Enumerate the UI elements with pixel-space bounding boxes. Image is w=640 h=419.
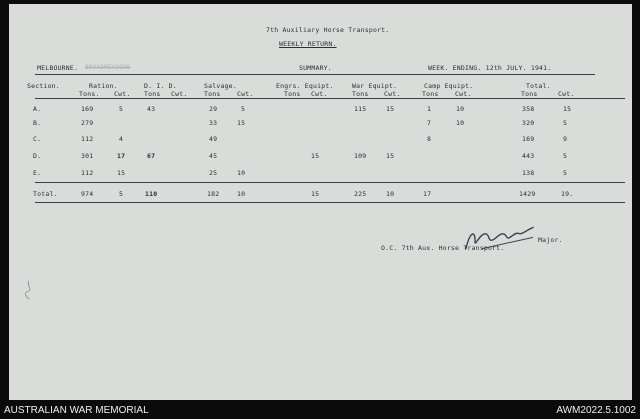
col-war-tons: Tons [352,90,369,98]
totals-rule-top [35,182,625,183]
totals-label: Total. [33,190,58,198]
totals-engrs-tons: 15 [311,190,320,198]
row-c-total-cwt: 9 [563,135,568,143]
col-engrs-cwt: Cwt. [311,90,328,98]
col-salvage-cwt: Cwt. [237,90,254,98]
col-war: War Equipt. [352,82,398,90]
row-e-total-tons: 138 [522,169,535,177]
row-c-ration-tons: 112 [81,135,94,143]
row-e-total-cwt: 5 [563,169,568,177]
row-e-salvage-tons: 25 [209,169,218,177]
col-total: Total. [526,82,551,90]
document-sheet [9,4,632,400]
row-a-salvage-cwt: 5 [241,105,246,113]
row-d-war-tons: 109 [354,152,367,160]
totals-salvage-tons: 182 [207,190,220,198]
row-c-section: C. [33,135,42,143]
archive-footer [0,401,640,419]
row-d-did-tons: 67 [147,152,156,160]
row-b-camp-cwt: 10 [456,119,465,127]
archive-name: AUSTRALIAN WAR MEMORIAL [4,405,149,416]
col-war-cwt: Cwt. [384,90,401,98]
document-subtitle: WEEKLY RETURN. [279,40,337,48]
location-label: MELBOURNE. [37,64,79,72]
totals-ration-tons: 974 [81,190,94,198]
totals-war-tons: 225 [354,190,367,198]
row-c-salvage-tons: 49 [209,135,218,143]
row-a-total-tons: 358 [522,105,535,113]
row-d-salvage-tons: 45 [209,152,218,160]
row-c-ration-cwt: 4 [119,135,124,143]
col-salvage: Salvage. [204,82,237,90]
row-e-section: E. [33,169,42,177]
row-b-total-cwt: 5 [563,119,568,127]
col-camp: Camp Equipt. [424,82,474,90]
totals-did-tons: 110 [145,190,158,198]
totals-camp-tons: 17 [423,190,432,198]
row-d-total-cwt: 5 [563,152,568,160]
col-did-tons: Tons [144,90,161,98]
totals-total-tons: 1429 [519,190,536,198]
totals-total-cwt: 19. [561,190,574,198]
handwritten-signature [459,219,541,261]
row-a-war-cwt: 15 [386,105,395,113]
row-a-ration-cwt: 5 [119,105,124,113]
totals-ration-cwt: 5 [119,190,124,198]
row-d-total-tons: 443 [522,152,535,160]
row-a-war-tons: 115 [354,105,367,113]
row-a-did-tons: 43 [147,105,156,113]
col-did: D. I. D. [144,82,177,90]
totals-rule-bottom [35,202,625,203]
row-c-total-tons: 169 [522,135,535,143]
row-e-ration-tons: 112 [81,169,94,177]
col-camp-cwt: Cwt. [455,90,472,98]
row-d-section: D. [33,152,42,160]
row-d-engrs-tons: 15 [311,152,320,160]
col-ration-cwt: Cwt. [114,90,131,98]
row-b-camp-tons: 7 [427,119,432,127]
row-a-camp-cwt: 10 [456,105,465,113]
totals-war-cwt: 10 [386,190,395,198]
archive-reference: AWM2022.5.1002 [556,405,636,416]
col-did-cwt: Cwt. [171,90,188,98]
header-rule [35,74,595,75]
row-a-total-cwt: 15 [563,105,572,113]
row-c-camp-tons: 8 [427,135,432,143]
signatory-title: O.C. 7th Aux. Horse Transport. [381,244,505,252]
row-a-camp-tons: 1 [427,105,432,113]
col-engrs: Engrs. Equipt. [276,82,334,90]
summary-label: SUMMARY. [299,64,332,72]
row-e-salvage-cwt: 10 [237,169,246,177]
crossed-out-location: BROADMEADOWS [85,64,131,71]
col-section: Section. [27,82,60,90]
document-title: 7th Auxiliary Horse Transport. [266,26,390,34]
signatory-rank: Major. [538,236,563,244]
col-ration: Ration. [89,82,118,90]
col-total-tons: Tons [521,90,538,98]
row-e-ration-cwt: 15 [117,169,126,177]
row-d-ration-cwt: 17 [117,152,126,160]
row-a-section: A. [33,105,42,113]
column-header-rule [35,98,625,99]
pencil-annotation [21,279,36,301]
row-b-salvage-cwt: 15 [237,119,246,127]
row-a-salvage-tons: 29 [209,105,218,113]
col-camp-tons: Tons [422,90,439,98]
totals-salvage-cwt: 10 [237,190,246,198]
col-engrs-tons: Tons [284,90,301,98]
row-b-salvage-tons: 33 [209,119,218,127]
col-total-cwt: Cwt. [558,90,575,98]
row-d-war-cwt: 15 [386,152,395,160]
week-ending-label: WEEK. ENDING. 12th JULY. 1941. [428,64,552,72]
row-a-ration-tons: 169 [81,105,94,113]
row-b-total-tons: 320 [522,119,535,127]
row-b-section: B. [33,119,42,127]
col-ration-tons: Tons. [79,90,100,98]
row-d-ration-tons: 301 [81,152,94,160]
col-salvage-tons: Tons [204,90,221,98]
row-b-ration-tons: 279 [81,119,94,127]
